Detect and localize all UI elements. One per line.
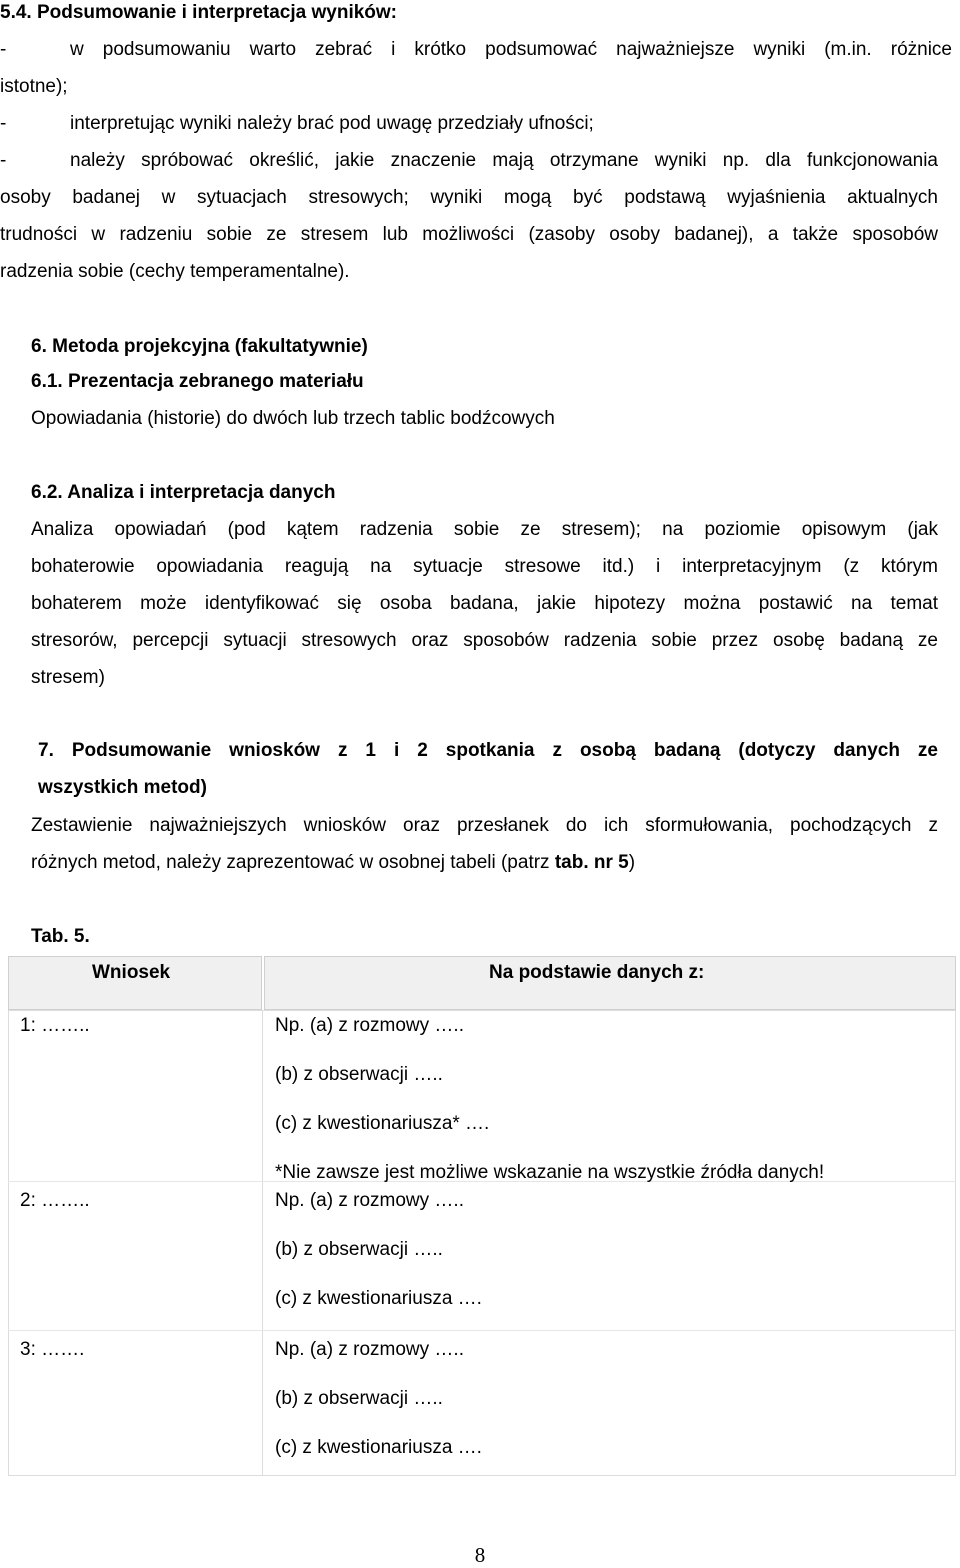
section-6-1-title: 6.1. Prezentacja zebranego materiału [31,371,364,392]
table-row-source-c: (c) z kwestionariusza …. [275,1437,482,1458]
bullet-dash: - [0,39,7,60]
bullet-1-text [70,39,952,61]
results-table [8,956,956,1476]
table-row-label: 3: ……. [20,1339,85,1360]
section-6-2-line-4: stresorów, percepcji sytuacji stresowych oraz sposobów radzenia sobie przez osobę badaną ze [31,630,938,651]
section-7-title-line-1: 7. Podsumowanie wniosków z 1 i 2 spotkania z osobą badaną (dotyczy danych ze [38,740,938,761]
table-row-divider [8,1330,956,1331]
bullet-3-line-3: trudności w radzeniu sobie ze stresem lub możliwości (zasoby osoby badanej), a także sposobów [0,224,938,245]
table-caption: Tab. 5. [31,926,90,947]
section-7-title-line-2: wszystkich metod) [38,777,207,798]
page-number: 8 [474,1543,486,1567]
table-row-source-b: (b) z obserwacji ….. [275,1064,443,1085]
table-reference: tab. nr 5 [554,852,629,873]
section-5-4-title: 5.4. Podsumowanie i interpretacja wyników: [0,2,397,23]
table-header-wniosek: Wniosek [92,962,171,983]
table-row-source-a: Np. (a) z rozmowy ….. [275,1015,464,1036]
section-7-text-part: ) [628,852,636,873]
section-6-2-line-5: stresem) [31,667,105,688]
section-6-2-line-1: Analiza opowiadań (pod kątem radzenia sobie ze stresem); na poziomie opisowym (jak [31,519,938,540]
table-row-source-b: (b) z obserwacji ….. [275,1239,443,1260]
table-body-frame [8,1010,956,1476]
section-6-title: 6. Metoda projekcyjna (fakultatywnie) [31,336,368,357]
table-row-source-c: (c) z kwestionariusza …. [275,1288,482,1309]
bullet-1-line: w podsumowaniu warto zebrać i krótko podsumować najważniejsze wyniki (m.in. różnice [70,39,952,60]
table-footnote: *Nie zawsze jest możliwe wskazanie na wszystkie źródła danych! [275,1162,825,1183]
table-row-source-c: (c) z kwestionariusza* …. [275,1113,490,1134]
section-6-2-title: 6.2. Analiza i interpretacja danych [31,482,336,503]
table-row-source-a: Np. (a) z rozmowy ….. [275,1190,464,1211]
section-6-1-text: Opowiadania (historie) do dwóch lub trzech tablic bodźcowych [31,408,555,429]
bullet-3-line-1: należy spróbować określić, jakie znaczenie mają otrzymane wyniki np. dla funkcjonowania [70,150,938,171]
bullet-3-line-4: radzenia sobie (cechy temperamentalne). [0,261,350,282]
table-row-source-a: Np. (a) z rozmowy ….. [275,1339,464,1360]
section-7-text-part: różnych metod, należy zaprezentować w osobnej tabeli (patrz [31,852,555,873]
bullet-dash: - [0,113,7,134]
section-7-text-line-1: Zestawienie najważniejszych wniosków oraz przesłanek do ich sformułowania, pochodzących z [31,815,938,836]
section-6-2-line-3: bohaterem może identyfikować się osoba badana, jakie hipotezy można postawić na temat [31,593,938,614]
section-6-2-line-2: bohaterowie opowiadania reagują na sytuacje stresowe itd.) i interpretacyjnym (z którym [31,556,938,577]
table-row-label: 1: …….. [20,1015,90,1036]
table-header-dane: Na podstawie danych z: [489,962,705,983]
section-7-text-line-2 [31,852,635,874]
table-row-source-b: (b) z obserwacji ….. [275,1388,443,1409]
bullet-1-continuation: istotne); [0,76,68,97]
bullet-2-text: interpretując wyniki należy brać pod uwagę przedziały ufności; [70,113,594,134]
bullet-3-line-2: osoby badanej w sytuacjach stresowych; wyniki mogą być podstawą wyjaśnienia aktualnych [0,187,938,208]
table-column-divider [262,1010,263,1476]
table-row-label: 2: …….. [20,1190,90,1211]
bullet-dash: - [0,150,7,171]
